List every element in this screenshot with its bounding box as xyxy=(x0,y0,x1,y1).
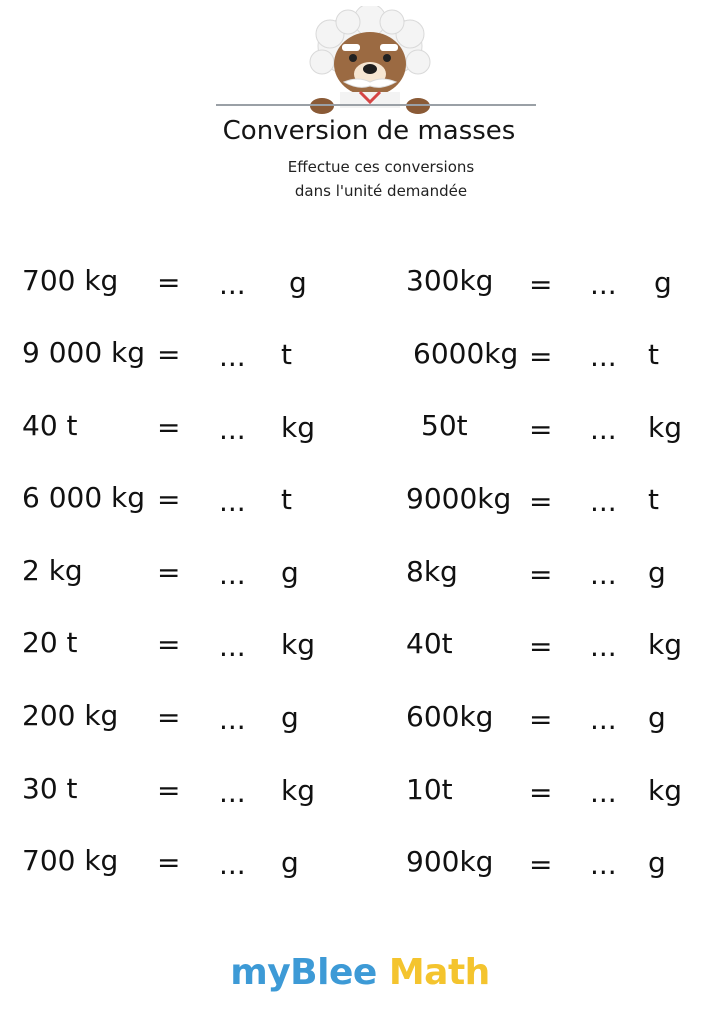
bear-mascot-icon xyxy=(300,6,440,114)
right-row-2-equals: = xyxy=(529,340,553,373)
left-row-5-unit: g xyxy=(281,556,299,589)
right-row-9-unit: g xyxy=(648,846,666,879)
right-row-9-equals: = xyxy=(529,848,553,881)
left-row-3-value: 40 t xyxy=(22,409,78,442)
right-row-4-equals: = xyxy=(529,485,553,518)
left-row-2-equals: = xyxy=(157,338,181,371)
right-row-1-unit: g xyxy=(654,266,672,299)
left-row-1-blank: ... xyxy=(219,268,246,301)
right-row-7-equals: = xyxy=(529,703,553,736)
right-row-6-equals: = xyxy=(529,630,553,663)
left-row-9-value: 700 kg xyxy=(22,844,119,877)
left-row-2-value: 9 000 kg xyxy=(22,336,146,369)
right-row-6-value: 40t xyxy=(406,627,453,660)
right-row-6-blank: ... xyxy=(590,630,617,663)
left-row-5-value: 2 kg xyxy=(22,554,83,587)
page-title: Conversion de masses xyxy=(222,116,516,146)
left-row-2-blank: ... xyxy=(219,340,246,373)
right-row-2-blank: ... xyxy=(590,340,617,373)
left-row-4-blank: ... xyxy=(219,485,246,518)
right-row-9-blank: ... xyxy=(590,848,617,881)
right-row-3-equals: = xyxy=(529,413,553,446)
right-row-9-value: 900kg xyxy=(406,845,494,878)
right-row-4-unit: t xyxy=(648,483,659,516)
right-row-8-value: 10t xyxy=(406,773,453,806)
right-row-2-unit: t xyxy=(648,338,659,371)
left-row-5-equals: = xyxy=(157,556,181,589)
left-row-6-value: 20 t xyxy=(22,626,78,659)
right-row-7-unit: g xyxy=(648,701,666,734)
instructions-line-2: dans l'unité demandée xyxy=(294,182,468,200)
left-row-9-equals: = xyxy=(157,846,181,879)
left-row-7-equals: = xyxy=(157,701,181,734)
left-row-3-unit: kg xyxy=(281,411,315,444)
right-row-6-unit: kg xyxy=(648,628,682,661)
left-row-7-unit: g xyxy=(281,701,299,734)
left-row-1-equals: = xyxy=(157,266,181,299)
right-row-1-equals: = xyxy=(529,268,553,301)
right-row-4-blank: ... xyxy=(590,485,617,518)
right-row-2-value: 6000kg xyxy=(413,337,519,370)
left-row-5-blank: ... xyxy=(219,558,246,591)
right-row-5-blank: ... xyxy=(590,558,617,591)
left-row-1-unit: g xyxy=(289,266,307,299)
right-row-8-equals: = xyxy=(529,776,553,809)
instructions-line-1: Effectue ces conversions xyxy=(287,158,475,176)
right-row-7-value: 600kg xyxy=(406,700,494,733)
left-row-4-value: 6 000 kg xyxy=(22,481,146,514)
left-row-3-blank: ... xyxy=(219,413,246,446)
header-divider xyxy=(216,104,536,106)
left-row-6-blank: ... xyxy=(219,630,246,663)
left-row-9-unit: g xyxy=(281,846,299,879)
right-row-5-unit: g xyxy=(648,556,666,589)
left-row-9-blank: ... xyxy=(219,848,246,881)
right-row-7-blank: ... xyxy=(590,703,617,736)
left-row-8-unit: kg xyxy=(281,774,315,807)
left-row-1-value: 700 kg xyxy=(22,264,119,297)
left-row-3-equals: = xyxy=(157,411,181,444)
left-row-4-equals: = xyxy=(157,483,181,516)
right-row-3-blank: ... xyxy=(590,413,617,446)
left-row-7-blank: ... xyxy=(219,703,246,736)
right-row-8-unit: kg xyxy=(648,774,682,807)
right-row-1-blank: ... xyxy=(590,268,617,301)
left-row-6-unit: kg xyxy=(281,628,315,661)
right-row-5-value: 8kg xyxy=(406,555,458,588)
right-row-4-value: 9000kg xyxy=(406,482,512,515)
left-row-6-equals: = xyxy=(157,628,181,661)
left-row-8-value: 30 t xyxy=(22,772,78,805)
right-row-5-equals: = xyxy=(529,558,553,591)
myblee-math-logo xyxy=(0,952,720,993)
logo-text-math: Math xyxy=(388,952,490,993)
right-row-3-unit: kg xyxy=(648,411,682,444)
right-row-8-blank: ... xyxy=(590,776,617,809)
right-row-1-value: 300kg xyxy=(406,264,494,297)
left-row-8-blank: ... xyxy=(219,776,246,809)
left-row-2-unit: t xyxy=(281,338,292,371)
left-row-8-equals: = xyxy=(157,774,181,807)
logo-text-myblee: myBlee xyxy=(230,952,377,993)
right-row-3-value: 50t xyxy=(421,409,468,442)
left-row-7-value: 200 kg xyxy=(22,699,119,732)
left-row-4-unit: t xyxy=(281,483,292,516)
